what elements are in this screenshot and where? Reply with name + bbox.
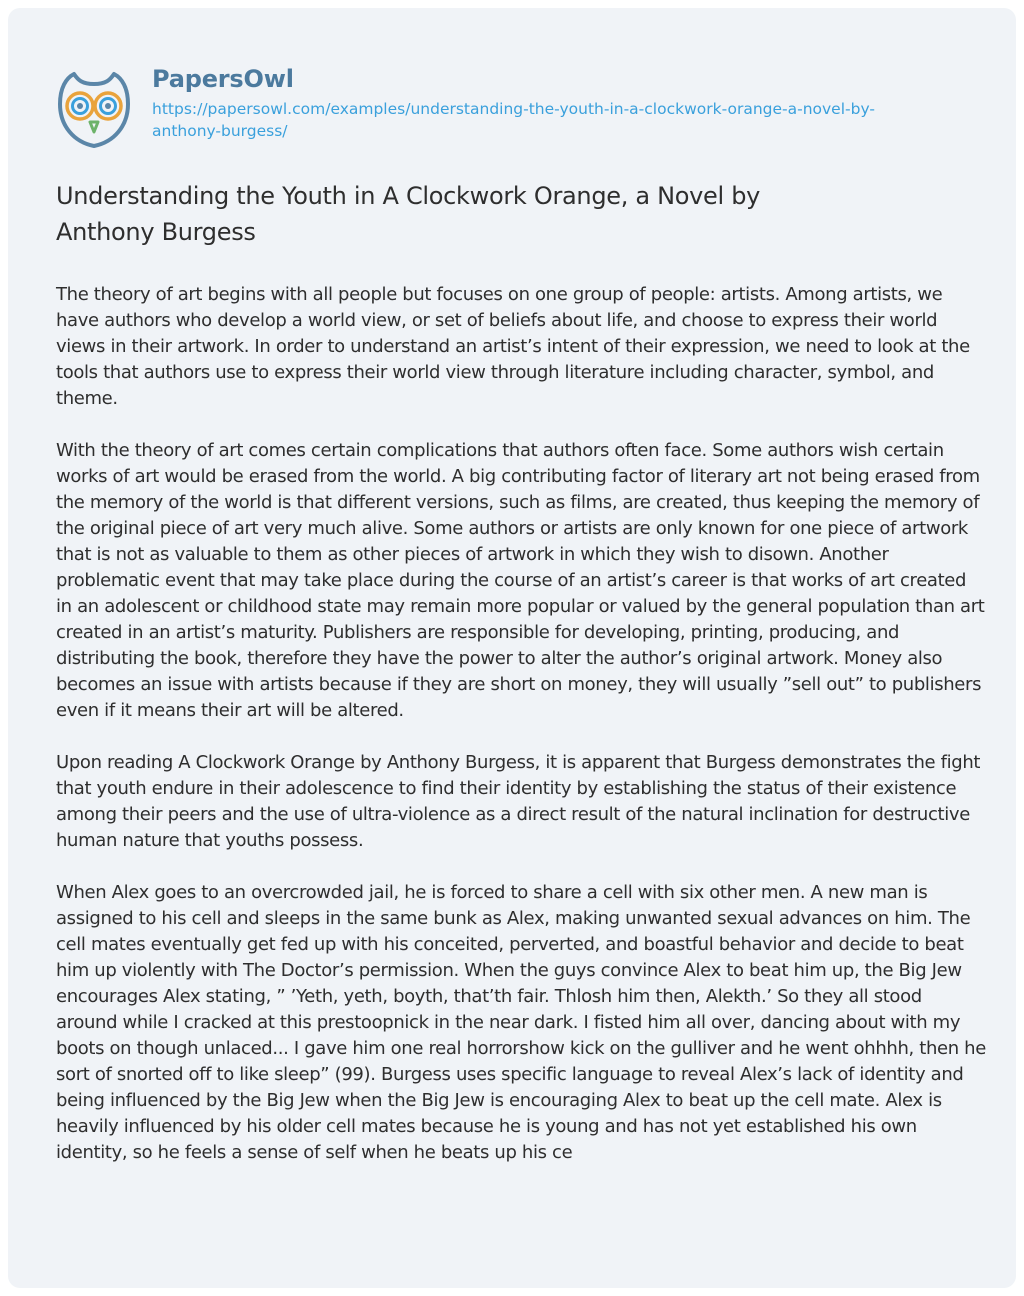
article-body	[56, 282, 986, 1192]
paragraph: Upon reading A Clockwork Orange by Anthony Burgess, it is apparent that Burgess demonstrates the fight that youth endure in their adolescence to find their identity by establishing the status of their existence among their peers and the use of ultra-violence as a direct result of the natural inclination for destructive human nature that youths possess.	[56, 752, 981, 851]
paragraph: The theory of art begins with all people but focuses on one group of people: artists. Among artists, we have authors who develop a world view, or set of beliefs about life, and choose to express their world views in their artwork. In order to understand an artist’s intent of their expression, we need to look at the tools that authors use to express their world view through literature including character, symbol, and theme.	[56, 284, 970, 409]
site-header	[52, 64, 932, 150]
brand-block	[152, 64, 932, 142]
source-url-line-2[interactable]: anthony-burgess/	[152, 122, 288, 140]
page-title: Understanding the Youth in A Clockwork Orange, a Novel by Anthony Burgess	[56, 182, 761, 246]
paragraph: With the theory of art comes certain complications that authors often face. Some authors wish certain works of art would be erased from the world. A big contributing factor of literary art not being erased from the memory of the world is that different versions, such as films, are created, thus keeping the memory of the original piece of art very much alive. Some authors or artists are only known for one piece of artwork that is not as valuable to them as other pieces of artwork in which they wish to disown. Another problematic event that may take place during the course of an artist’s career is that works of art created in an adolescent or childhood state may remain more popular or valued by the general population than art created in an artist’s maturity. Publishers are responsible for developing, printing, producing, and distributing the book, therefore they have the power to alter the author’s original artwork. Money also becomes an issue with artists because if they are short on money, they will usually ”sell out” to publishers even if it means their art will be altered.	[56, 440, 985, 721]
document-card	[8, 8, 1016, 1288]
brand-name[interactable]: PapersOwl	[152, 65, 294, 93]
paragraph: When Alex goes to an overcrowded jail, he is forced to share a cell with six other men. A new man is assigned to his cell and sleeps in the same bunk as Alex, making unwanted sexual advances on him. The cell mates eventually get fed up with his conceited, perverted, and boastful behavior and decide to beat him up violently with The Doctor’s permission. When the guys convince Alex to beat him up, the Big Jew encourages Alex stating, ” ’Yeth, yeth, boyth, that’th fair. Thlosh him then, Alekth.’ So they all stood around while I cracked at this prestoopnick in the near dark. I fisted him all over, dancing about with my boots on though unlaced... I gave him one real horrorshow kick on the gulliver and he went ohhhh, then he sort of snorted off to like sleep” (99). Burgess uses specific language to reveal Alex’s lack of identity and being influenced by the Big Jew when the Big Jew is encouraging Alex to beat up the cell mate. Alex is heavily influenced by his older cell mates because he is young and has not yet established his own identity, so he feels a sense of self when he beats up his ce	[56, 882, 986, 1163]
owl-icon	[52, 70, 136, 150]
source-url-line-1[interactable]: https://papersowl.com/examples/understanding-the-youth-in-a-clockwork-orange-a-novel-by-	[152, 100, 875, 118]
source-url-link[interactable]	[152, 98, 932, 142]
